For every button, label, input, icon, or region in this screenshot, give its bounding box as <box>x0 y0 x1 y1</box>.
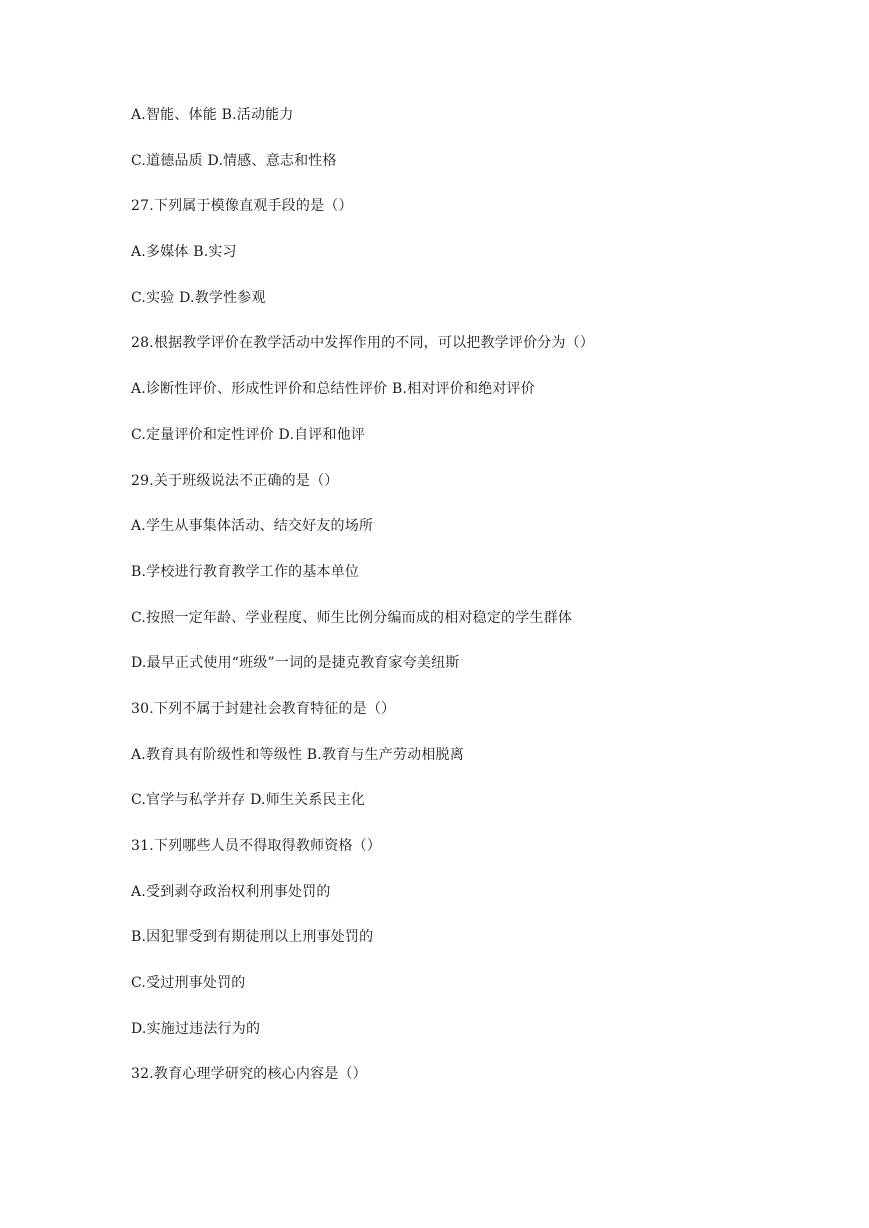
question-29: 29.关于班级说法不正确的是（） <box>131 472 339 489</box>
question-30: 30.下列不属于封建社会教育特征的是（） <box>131 700 396 717</box>
option-line: D.实施过违法行为的 <box>131 1020 261 1037</box>
question-28: 28.根据教学评价在教学活动中发挥作用的不同，可以把教学评价分为（） <box>131 335 595 352</box>
option-line: C.受过刑事处罚的 <box>131 975 246 992</box>
document-body <box>131 104 831 1109</box>
option-line: C.道德品质 D.情感、意志和性格 <box>131 152 337 169</box>
option-line: A.受到剥夺政治权利刑事处罚的 <box>131 883 331 900</box>
option-line: A.智能、体能 B.活动能力 <box>131 107 294 123</box>
option-line: C.定量评价和定性评价 D.自评和他评 <box>131 426 366 443</box>
option-line: B.因犯罪受到有期徒刑以上刑事处罚的 <box>131 929 374 946</box>
option-line: D.最早正式使用“班级”一词的是捷克教育家夸美纽斯 <box>131 655 460 672</box>
option-line: C.实验 D.教学性参观 <box>131 289 266 306</box>
option-line: A.诊断性评价、形成性评价和总结性评价 B.相对评价和绝对评价 <box>131 381 535 398</box>
option-line: C.官学与私学并存 D.师生关系民主化 <box>131 792 366 809</box>
option-line: B.学校进行教育教学工作的基本单位 <box>131 563 360 580</box>
question-27: 27.下列属于模像直观手段的是（） <box>131 198 353 215</box>
option-line: C.按照一定年龄、学业程度、师生比例分编而成的相对稳定的学生群体 <box>131 609 573 626</box>
question-31: 31.下列哪些人员不得取得教师资格（） <box>131 838 382 854</box>
option-line: A.学生从事集体活动、结交好友的场所 <box>131 518 374 535</box>
question-32: 32.教育心理学研究的核心内容是（） <box>131 1066 367 1083</box>
option-line: A.多媒体 B.实习 <box>131 244 237 261</box>
option-line: A.教育具有阶级性和等级性 B.教育与生产劳动相脱离 <box>131 746 464 763</box>
